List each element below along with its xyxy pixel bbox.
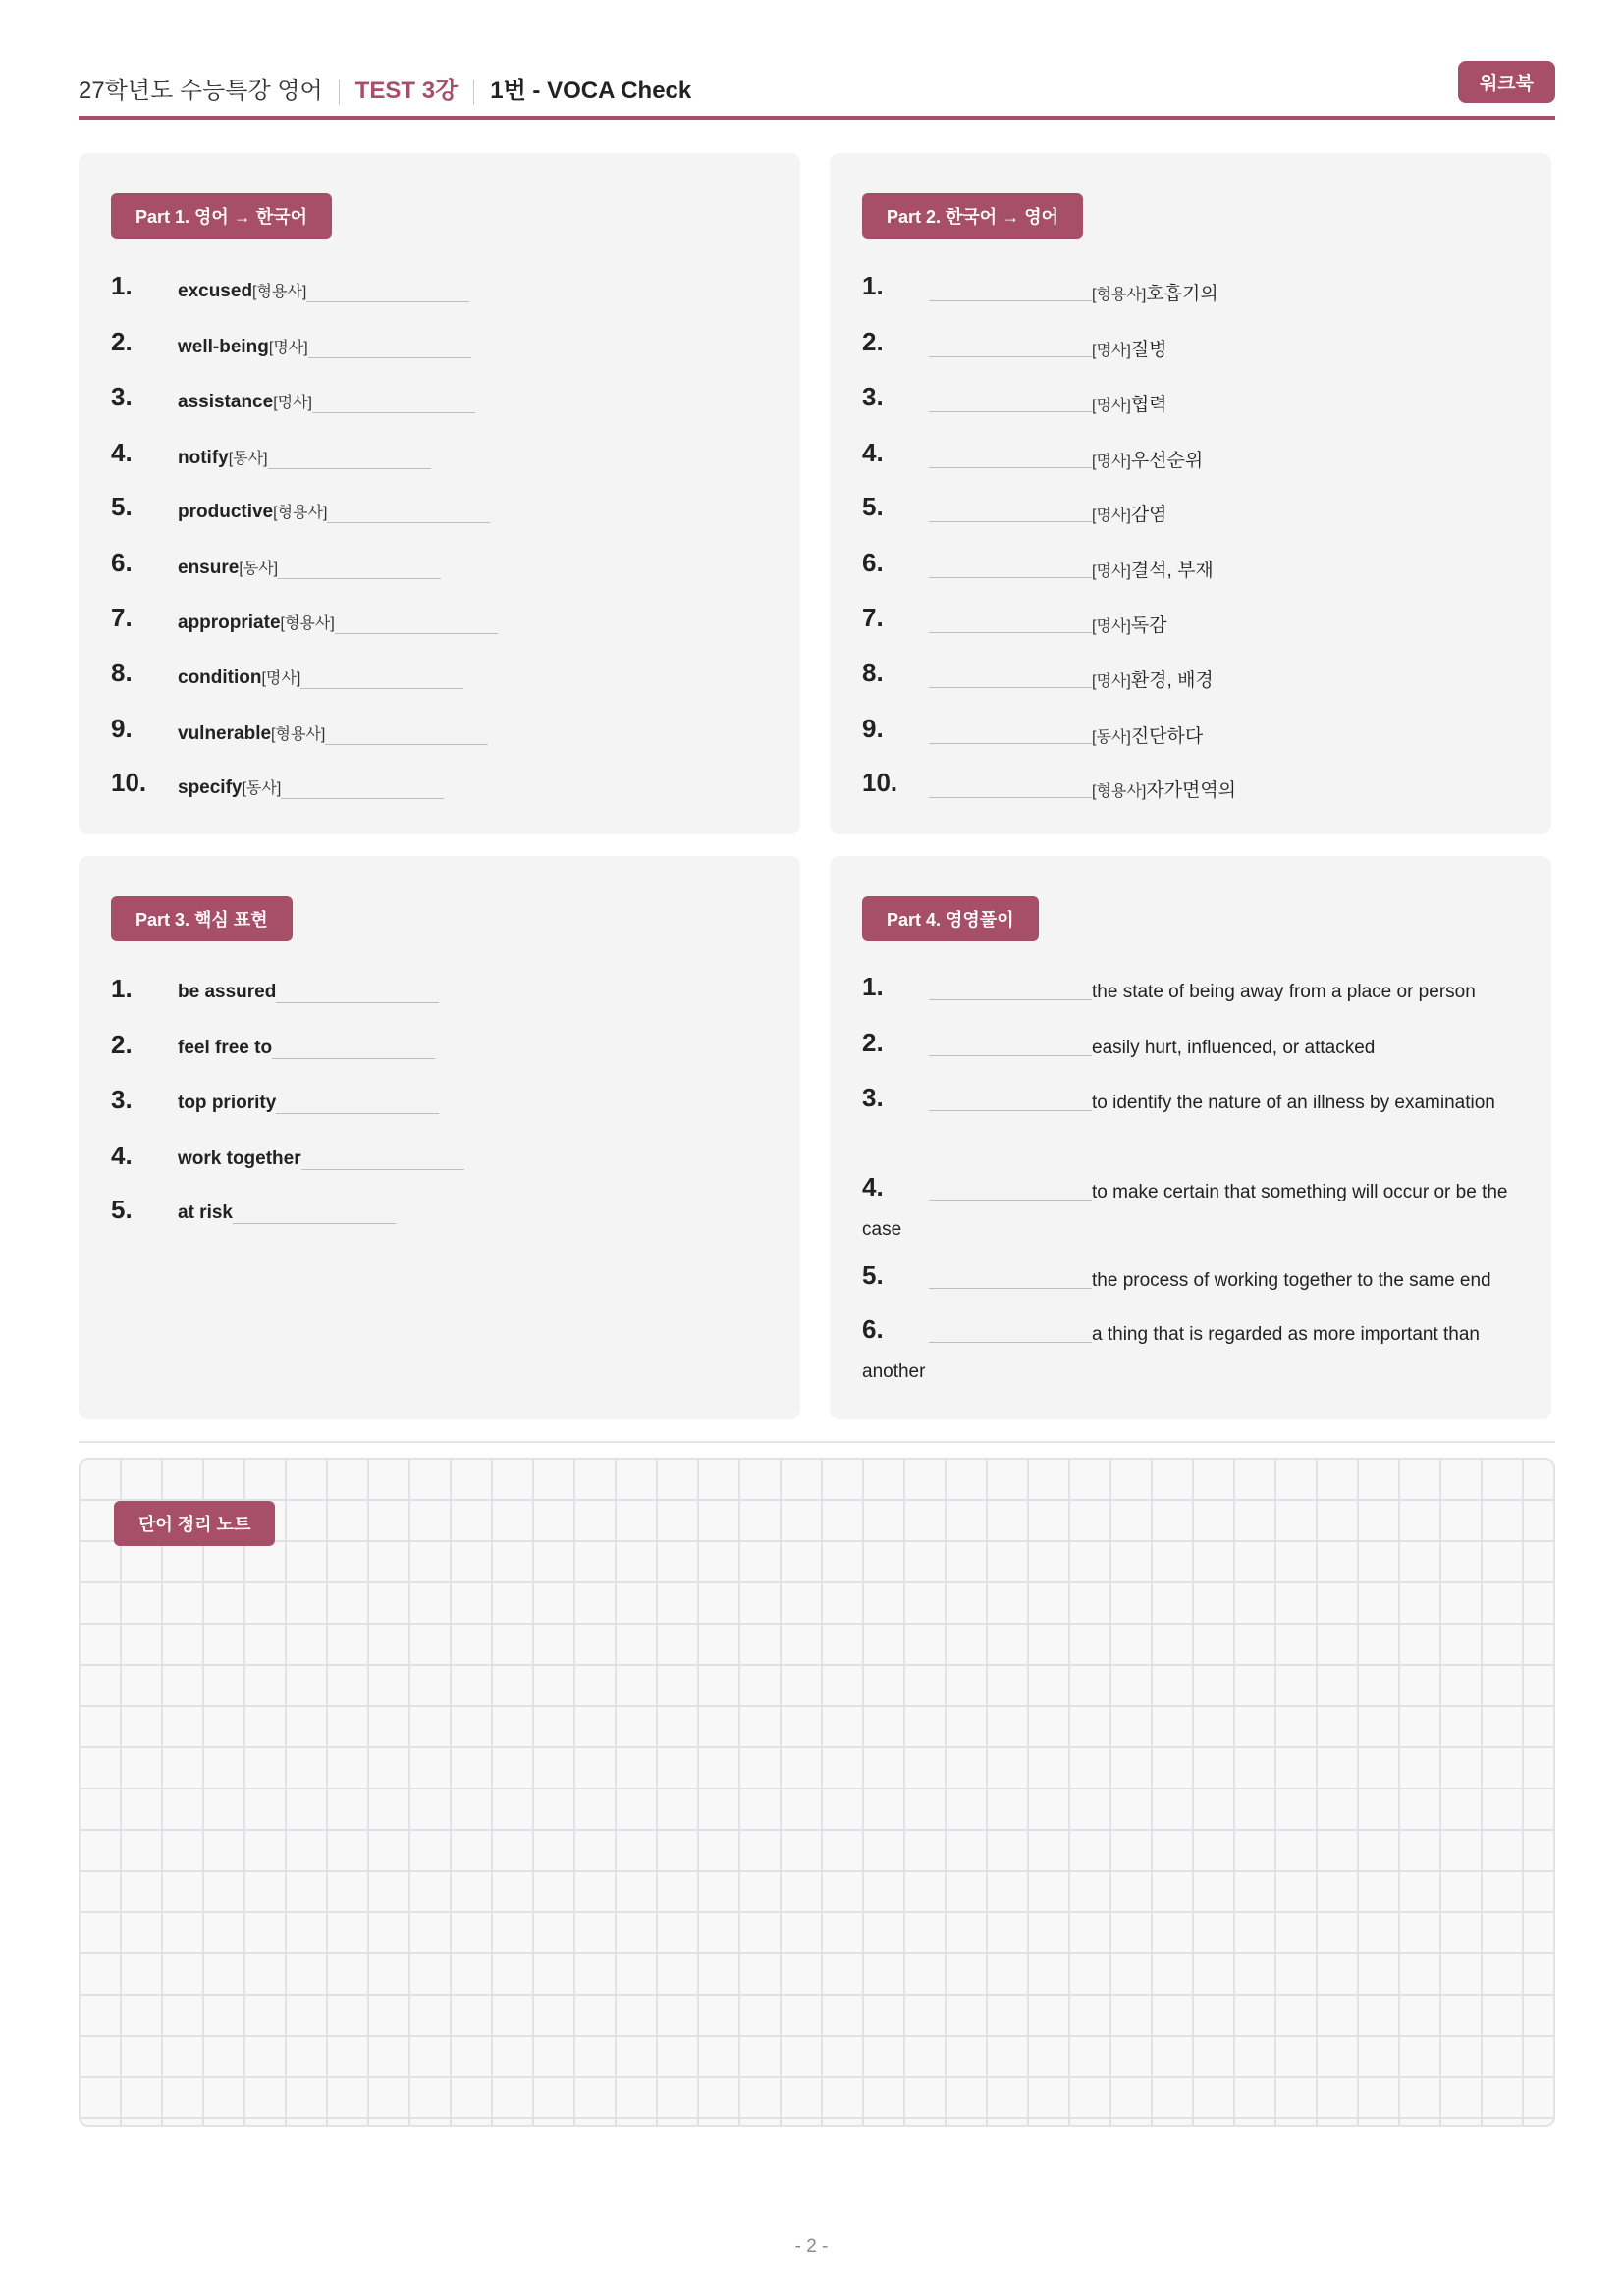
word-text: appropriate (178, 613, 281, 633)
korean-meaning (1092, 666, 1214, 692)
part-of-speech: [동사] (239, 561, 279, 577)
answer-blank[interactable] (276, 1095, 439, 1114)
header-title (79, 71, 691, 105)
part-of-speech: [명사] (1092, 454, 1131, 470)
item-number: 8. (862, 658, 884, 687)
item-number: 3. (862, 1083, 884, 1112)
item-number: 9. (862, 714, 884, 743)
answer-blank[interactable] (281, 780, 444, 799)
item-number: 1. (862, 271, 884, 300)
definition-item (862, 1262, 1530, 1300)
word-text: well-being (178, 337, 269, 357)
answer-blank[interactable] (929, 556, 1092, 578)
item-number: 4. (111, 1141, 133, 1170)
word-text: productive (178, 502, 274, 522)
english-word (178, 390, 475, 413)
korean-meaning (1092, 390, 1167, 416)
phrase-text: be assured (178, 982, 277, 1002)
answer-blank[interactable] (272, 1041, 435, 1059)
definition-item (862, 1030, 1530, 1067)
item-number: 8. (111, 658, 133, 687)
korean-meaning (1092, 556, 1214, 582)
part-of-speech: [동사] (1092, 729, 1131, 746)
part-of-speech: [동사] (242, 780, 282, 797)
lesson-label: 1번 - VOCA Check (490, 78, 692, 104)
english-word (178, 279, 469, 302)
header-separator (339, 80, 340, 105)
item-number: 2. (862, 327, 884, 356)
item-number: 1. (862, 972, 884, 1001)
definition-text: the state of being away from a place or person (1092, 982, 1476, 1002)
definition-text: to identify the nature of an illness by examination (1092, 1093, 1495, 1113)
item-number: 1. (111, 974, 133, 1003)
item-number: 2. (862, 1028, 884, 1057)
answer-blank[interactable] (929, 1089, 1092, 1111)
part2-label: Part 2. 한국어 → 영어 (862, 193, 1083, 239)
part3-label: Part 3. 핵심 표현 (111, 896, 293, 941)
part4-panel (830, 856, 1551, 1419)
word-text: notify (178, 448, 229, 468)
key-phrase (178, 1148, 464, 1170)
phrase-text: top priority (178, 1093, 277, 1113)
answer-blank[interactable] (929, 1034, 1092, 1056)
key-phrase (178, 982, 439, 1003)
answer-blank[interactable] (929, 446, 1092, 468)
key-phrase (178, 1093, 439, 1114)
word-text: excused (178, 281, 253, 301)
page-header (79, 61, 1555, 120)
item-number: 5. (862, 492, 884, 521)
meaning-text: 독감 (1130, 615, 1167, 636)
part-of-speech: [명사] (1092, 398, 1131, 414)
english-word (178, 666, 463, 689)
answer-blank[interactable] (312, 395, 475, 413)
item-number: 6. (862, 548, 884, 577)
definition-item (862, 1174, 1530, 1249)
word-text: condition (178, 667, 262, 688)
answer-blank[interactable] (929, 279, 1092, 301)
meaning-text: 결석, 부재 (1130, 561, 1214, 581)
notes-label: 단어 정리 노트 (114, 1501, 275, 1546)
korean-meaning (1092, 446, 1203, 472)
meaning-text: 우선순위 (1130, 451, 1204, 471)
korean-meaning (1092, 500, 1167, 526)
part1-label: Part 1. 영어 → 한국어 (111, 193, 332, 239)
item-number: 6. (111, 548, 133, 577)
workbook-badge: 워크북 (1458, 61, 1555, 103)
part-of-speech: [형용사] (271, 726, 326, 743)
answer-blank[interactable] (929, 1178, 1092, 1201)
test-label: TEST 3강 (354, 78, 459, 104)
meaning-text: 진단하다 (1130, 726, 1204, 747)
header-rule (79, 116, 1555, 120)
definition-text: to make certain that something will occur or be the case (862, 1182, 1508, 1240)
word-text: vulnerable (178, 723, 272, 744)
english-word (178, 611, 498, 634)
english-word (178, 775, 444, 799)
definition-item (862, 974, 1530, 1011)
definition-text: a thing that is regarded as more important than another (862, 1324, 1481, 1382)
key-phrase (178, 1202, 396, 1224)
answer-blank[interactable] (929, 500, 1092, 522)
section-divider (79, 1441, 1555, 1443)
item-number: 3. (111, 382, 133, 411)
definition-item (862, 1085, 1530, 1122)
item-number: 2. (111, 327, 133, 356)
part2-panel (830, 153, 1551, 834)
header-separator (473, 80, 474, 105)
part-of-speech: [명사] (1092, 507, 1131, 524)
answer-blank[interactable] (335, 615, 498, 634)
english-word (178, 446, 431, 469)
meaning-text: 자가면역의 (1146, 780, 1237, 801)
answer-blank[interactable] (300, 670, 463, 689)
word-notes-grid[interactable] (79, 1458, 1555, 2127)
part-of-speech: [명사] (261, 670, 301, 687)
phrase-text: at risk (178, 1202, 233, 1223)
part3-panel (79, 856, 800, 1419)
item-number: 9. (111, 714, 133, 743)
item-number: 5. (111, 1195, 133, 1224)
item-number: 5. (862, 1260, 884, 1290)
item-number: 6. (862, 1314, 884, 1344)
part-of-speech: [형용사] (252, 284, 307, 300)
part-of-speech: [명사] (1092, 673, 1131, 690)
item-number: 4. (111, 438, 133, 467)
word-text: specify (178, 777, 243, 798)
korean-meaning (1092, 335, 1167, 361)
item-number: 3. (111, 1085, 133, 1114)
key-phrase (178, 1038, 435, 1059)
definition-item (862, 1316, 1530, 1391)
definition-text: the process of working together to the same end (1092, 1270, 1491, 1291)
part-of-speech: [형용사] (273, 505, 328, 521)
part-of-speech: [명사] (1092, 563, 1131, 580)
part-of-speech: [명사] (268, 340, 308, 356)
part1-panel (79, 153, 800, 834)
answer-blank[interactable] (233, 1205, 396, 1224)
meaning-text: 질병 (1130, 340, 1167, 360)
word-text: assistance (178, 392, 274, 412)
english-word (178, 335, 471, 358)
answer-blank[interactable] (301, 1151, 464, 1170)
item-number: 7. (111, 603, 133, 632)
answer-blank[interactable] (327, 505, 490, 523)
definition-text: easily hurt, influenced, or attacked (1092, 1038, 1376, 1058)
korean-meaning (1092, 775, 1236, 802)
part-of-speech: [명사] (1092, 343, 1131, 359)
part-of-speech: [형용사] (1092, 783, 1147, 800)
page-number: - 2 - (794, 2236, 829, 2257)
item-number: 7. (862, 603, 884, 632)
korean-meaning (1092, 721, 1203, 748)
meaning-text: 감염 (1130, 505, 1167, 525)
english-word (178, 721, 488, 745)
answer-blank[interactable] (929, 721, 1092, 744)
part4-label: Part 4. 영영풀이 (862, 896, 1039, 941)
part-of-speech: [명사] (273, 395, 312, 411)
item-number: 1. (111, 271, 133, 300)
answer-blank[interactable] (278, 561, 441, 579)
phrase-text: feel free to (178, 1038, 273, 1058)
answer-blank[interactable] (929, 390, 1092, 412)
answer-blank[interactable] (929, 666, 1092, 688)
answer-blank[interactable] (929, 978, 1092, 1000)
english-word (178, 500, 490, 523)
answer-blank[interactable] (325, 726, 488, 745)
part-of-speech: [동사] (228, 451, 268, 467)
korean-meaning (1092, 279, 1218, 305)
item-number: 10. (111, 768, 147, 797)
english-word (178, 556, 441, 579)
item-number: 4. (862, 1172, 884, 1201)
meaning-text: 환경, 배경 (1130, 670, 1214, 691)
answer-blank[interactable] (929, 1266, 1092, 1289)
answer-blank[interactable] (929, 1320, 1092, 1343)
item-number: 5. (111, 492, 133, 521)
part-of-speech: [형용사] (280, 615, 335, 632)
item-number: 4. (862, 438, 884, 467)
answer-blank[interactable] (929, 775, 1092, 798)
book-title: 27학년도 수능특강 영어 (79, 78, 323, 104)
answer-blank[interactable] (929, 611, 1092, 633)
meaning-text: 호흡기의 (1146, 284, 1218, 304)
item-number: 2. (111, 1030, 133, 1059)
answer-blank[interactable] (308, 340, 471, 358)
part-of-speech: [형용사] (1092, 287, 1147, 303)
phrase-text: work together (178, 1148, 301, 1169)
part-of-speech: [명사] (1092, 618, 1131, 635)
answer-blank[interactable] (929, 335, 1092, 357)
word-text: ensure (178, 558, 240, 578)
answer-blank[interactable] (268, 451, 431, 469)
meaning-text: 협력 (1130, 395, 1167, 415)
item-number: 10. (862, 768, 898, 797)
item-number: 3. (862, 382, 884, 411)
answer-blank[interactable] (306, 284, 469, 302)
korean-meaning (1092, 611, 1167, 637)
answer-blank[interactable] (276, 985, 439, 1003)
